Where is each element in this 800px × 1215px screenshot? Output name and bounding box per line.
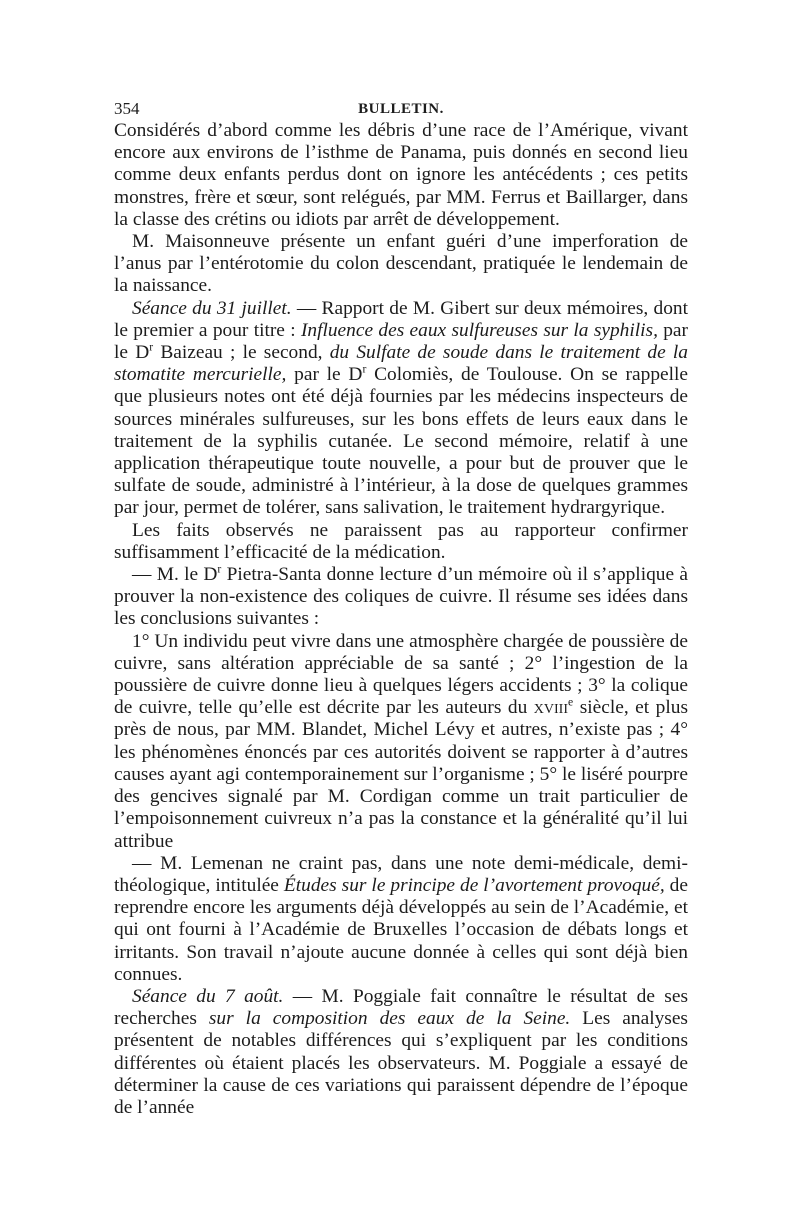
running-title: BULLETIN. [358,101,444,117]
paragraph: Considérés d’abord comme les débris d’une race de l’Amérique, vivant encore aux environs de l’isthme de Panama, puis donnés en second lieu comme deux enfants perdus dont on ignore les antécédents ; ces petits monstres, frère et sœur, sont relégués, par MM. Ferrus et Baillarger, dans la classe des crétins ou idiots par arrêt de développement. [114,120,688,230]
paragraph: 1° Un individu peut vivre dans une atmosphère chargée de poussière de cuivre, sans altération appréciable de sa santé ; 2° l’ingestion de la poussière de cuivre donne lieu à quelques légers accidents ; 3° la colique de cuivre, telle qu’elle est décrite par les auteurs du xviii$^e$ siècle, et plus près de nous, par MM. Blandet, Michel Lévy et autres, n’existe pas ; 4° les phénomènes énoncés par ces autorités doivent se rapporter à d’autres causes ayant agi contemporainement sur l’organisme ; 5° le liséré pourpre des gencives signalé par M. Cordigan comme un trait particulier de l’empoisonnement cuivreux n’a pas la constance et la généralité qu’il lui attribue [114,630,688,852]
paragraph: — M. le $D^r$ Pietra-Santa donne lecture d’un mémoire où il s’applique à prouver la non-existence des coliques de cuivre. Il résume ses idées dans les conclusions suivantes : [114,562,688,630]
memoir-title: Influence des eaux sulfureuses sur la syphilis, [300,319,658,341]
paragraph: — M. Lemenan ne craint pas, dans une note demi-médicale, demi-théologique, intitulée Études sur le principe de l’avortement provoqué, de reprendre encore les arguments déjà développés au sein de l’Académie, et qui ont fourni à l’Académie de Bruxelles l’occasion de débats longs et irritants. Son travail n’ajoute aucune donnée à celles qui sont déjà bien connues. [114,852,688,985]
memoir-title: du Sulfate de soude dans le traitement de la stomatite mercurielle, [114,342,688,386]
paragraph: M. Maisonneuve présente un enfant guéri d’une imperforation de l’anus par l’entérotomie du colon descendant, pratiquée le lendemain de la naissance. [114,231,688,297]
paragraph: Séance du 7 août. — M. Poggiale fait connaître le résultat de ses recherches sur la composition des eaux de la Seine. Les analyses présentent de notables différences qui s’expliquent par les conditions différentes où étaient placés les observateurs. M. Poggiale a essayé de déterminer la cause de ces variations qui paraissent dépendre de l’époque de l’année [114,985,688,1118]
page-number: 354 [114,99,140,118]
body-text [114,120,688,1119]
paragraph: Séance du 31 juillet. — Rapport de M. Gibert sur deux mémoires, dont le premier a pour titre : Influence des eaux sulfureuses sur la syphilis, par le $D^r$ Baizeau ; le second, du Sulfate de soude dans le traitement de la stomatite mercurielle, par le $D^r$ Colomiès, de Toulouse. On se rappelle que plusieurs notes ont été déjà fournies par les médecins inspecteurs de sources minérales sulfureuses, sur les bons effets de leurs eaux dans le traitement de la syphilis cutanée. Le second mémoire, relatif à une application thérapeutique toute nouvelle, a pour but de prouver que le sulfate de soude, administré à l’intérieur, à la dose de quelques grammes par jour, permet de tolérer, sans salivation, le traitement hydrargyrique. [114,297,688,519]
paragraph: Les faits observés ne paraissent pas au rapporteur confirmer suffisamment l’efficacité de la médication. [114,519,688,563]
work-title: Études sur le principe de l’avortement provoqué, [283,874,665,896]
research-title: sur la composition des eaux de la Seine. [208,1008,571,1030]
session-date: Séance du 7 août. [132,985,284,1007]
session-date: Séance du 31 juillet. [132,297,292,319]
